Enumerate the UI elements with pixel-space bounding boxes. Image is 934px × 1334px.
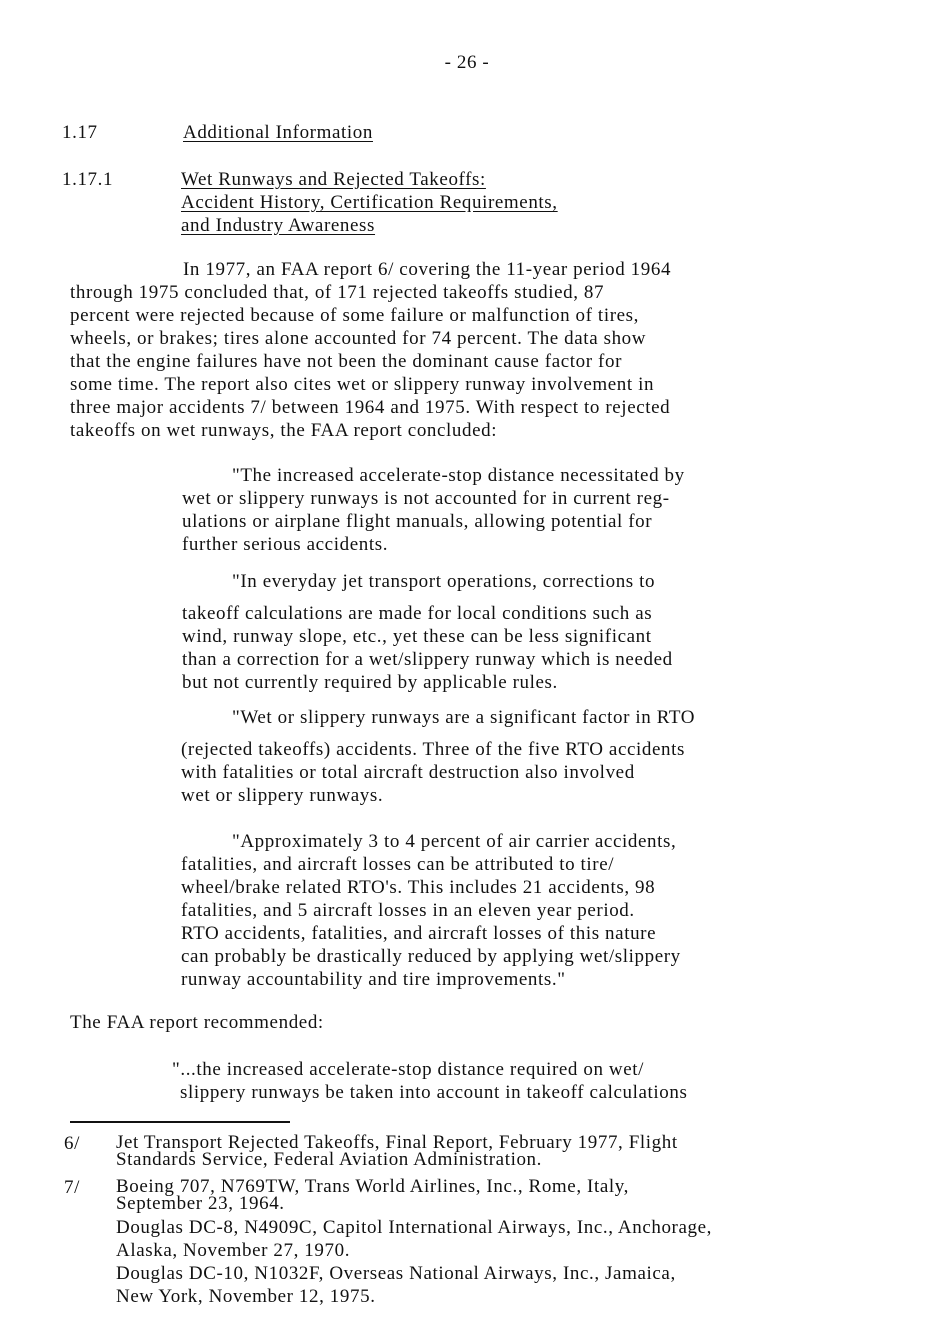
recommendation-line: slippery runways be taken into account in takeoff calculations	[180, 1082, 688, 1103]
footnote-mark-6: 6/	[64, 1133, 80, 1154]
footnote-7-line: Boeing 707, N769TW, Trans World Airlines, Inc., Rome, Italy,	[116, 1176, 629, 1197]
quote-line: fatalities, and aircraft losses can be attributed to tire/	[181, 854, 615, 875]
footnote-7-line: September 23, 1964.	[116, 1193, 285, 1214]
intro-paragraph	[70, 258, 671, 442]
quote-line: takeoff calculations are made for local conditions such as	[182, 603, 653, 624]
quote-line: ulations or airplane flight manuals, allowing potential for	[182, 511, 653, 532]
footnote-mark-7: 7/	[64, 1177, 80, 1198]
quote-block-1	[182, 464, 685, 556]
quote-line: with fatalities or total aircraft destruction also involved	[181, 762, 635, 783]
quote-2-first-line: "In everyday jet transport operations, corrections to	[232, 571, 656, 592]
quote-line: runway accountability and tire improvements."	[181, 969, 566, 990]
quote-line: than a correction for a wet/slippery runway which is needed	[182, 649, 673, 670]
paragraph-line: some time. The report also cites wet or slippery runway involvement in	[70, 374, 655, 395]
paragraph-line: wheels, or brakes; tires alone accounted for 74 percent. The data show	[70, 328, 647, 349]
section-title-1-17: Additional Information	[183, 122, 373, 143]
paragraph-line: through 1975 concluded that, of 171 rejected takeoffs studied, 87	[70, 282, 605, 303]
page-number: - 26 -	[444, 52, 490, 73]
quote-line: "The increased accelerate-stop distance necessitated by	[232, 465, 685, 486]
footnote-7-line: Alaska, November 27, 1970.	[116, 1240, 351, 1261]
quote-line: wind, runway slope, etc., yet these can be less significant	[182, 626, 652, 647]
quote-line: but not currently required by applicable rules.	[182, 672, 558, 693]
quote-line: (rejected takeoffs) accidents. Three of the five RTO accidents	[181, 739, 685, 760]
quote-line: RTO accidents, fatalities, and aircraft losses of this nature	[181, 923, 657, 944]
quote-3-first-line: "Wet or slippery runways are a significant factor in RTO	[232, 707, 696, 728]
quote-line: wet or slippery runways is not accounted for in current reg-	[182, 488, 670, 509]
paragraph-line: In 1977, an FAA report 6/ covering the 11-year period 1964	[183, 259, 672, 280]
section-number-1-17-1: 1.17.1	[62, 169, 114, 190]
section-title-1-17-1	[181, 168, 558, 237]
footnote-7-line: New York, November 12, 1975.	[116, 1286, 376, 1307]
quote-block-4	[181, 830, 681, 991]
quote-line: further serious accidents.	[182, 534, 389, 555]
quote-line: can probably be drastically reduced by applying wet/slippery	[181, 946, 681, 967]
section-title-line: Accident History, Certification Requirements,	[181, 192, 558, 213]
footnote-7-line: Douglas DC-10, N1032F, Overseas National Airways, Inc., Jamaica,	[116, 1263, 676, 1284]
paragraph-line: three major accidents 7/ between 1964 and 1975. With respect to rejected	[70, 397, 671, 418]
quote-block-3	[181, 738, 685, 807]
quote-line: "Approximately 3 to 4 percent of air carrier accidents,	[232, 831, 677, 852]
paragraph-line: percent were rejected because of some failure or malfunction of tires,	[70, 305, 639, 326]
footnote-6-line: Jet Transport Rejected Takeoffs, Final Report, February 1977, Flight	[116, 1132, 678, 1153]
recommendation-quote	[172, 1058, 688, 1104]
section-title-line: and Industry Awareness	[181, 215, 376, 236]
quote-line: wheel/brake related RTO's. This includes 21 accidents, 98	[181, 877, 656, 898]
quote-line: wet or slippery runways.	[181, 785, 384, 806]
recommendation-line: "...the increased accelerate-stop distance required on wet/	[172, 1059, 645, 1080]
paragraph-line: that the engine failures have not been the dominant cause factor for	[70, 351, 623, 372]
quote-line: fatalities, and 5 aircraft losses in an eleven year period.	[181, 900, 635, 921]
paragraph-line: takeoffs on wet runways, the FAA report concluded:	[70, 420, 498, 441]
footnote-7-line: Douglas DC-8, N4909C, Capitol International Airways, Inc., Anchorage,	[116, 1217, 712, 1238]
quote-block-2	[182, 602, 673, 694]
section-title-line: Wet Runways and Rejected Takeoffs:	[181, 169, 486, 190]
section-number-1-17: 1.17	[62, 122, 98, 143]
recommendation-lead: The FAA report recommended:	[70, 1012, 324, 1033]
footnote-divider	[70, 1121, 290, 1123]
footnote-6-line: Standards Service, Federal Aviation Administration.	[116, 1149, 543, 1170]
